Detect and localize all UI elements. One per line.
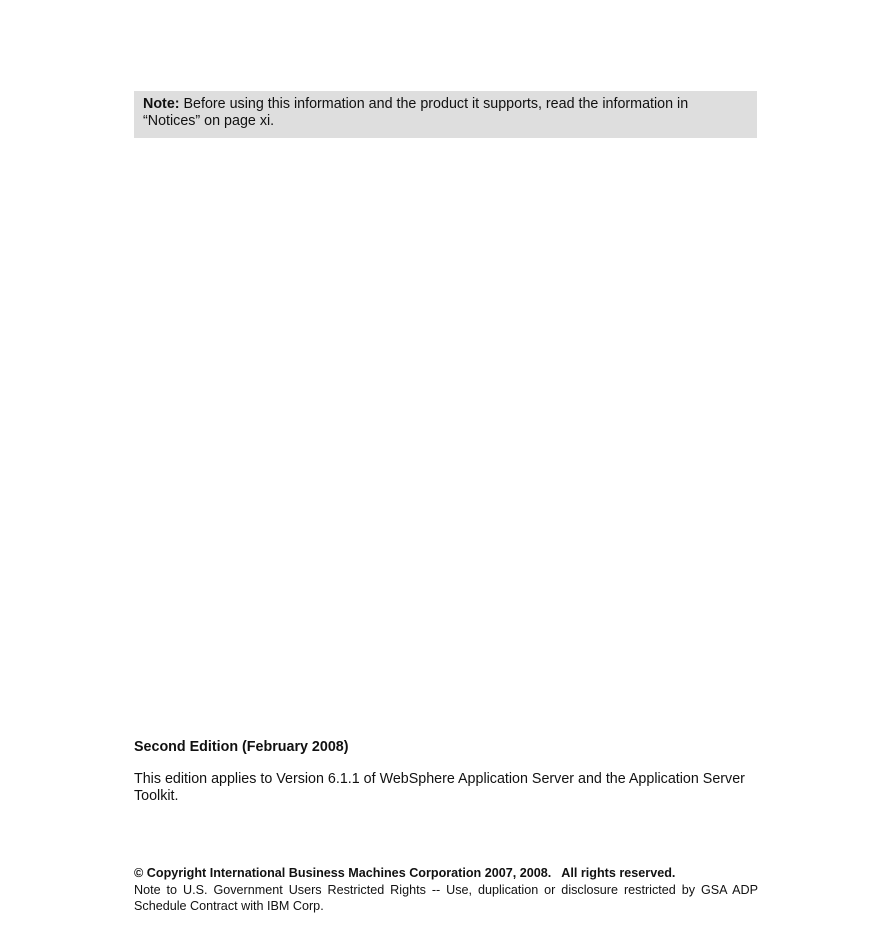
notices-note-box [134, 91, 757, 138]
edition-description: This edition applies to Version 6.1.1 of WebSphere Application Server and the Application Server Toolkit. [134, 771, 745, 804]
copyright-notice: © Copyright International Business Machines Corporation 2007, 2008. All rights reserved. [134, 866, 676, 880]
restricted-rights-notice: Note to U.S. Government Users Restricted Rights -- Use, duplication or disclosure restricted by GSA ADP Schedule Contract with IBM Corp. [134, 883, 758, 913]
note-label: Note: [143, 96, 180, 112]
edition-title: Second Edition (February 2008) [134, 739, 349, 755]
note-text: Before using this information and the product it supports, read the information in “Notices” on page xi. [143, 96, 689, 129]
